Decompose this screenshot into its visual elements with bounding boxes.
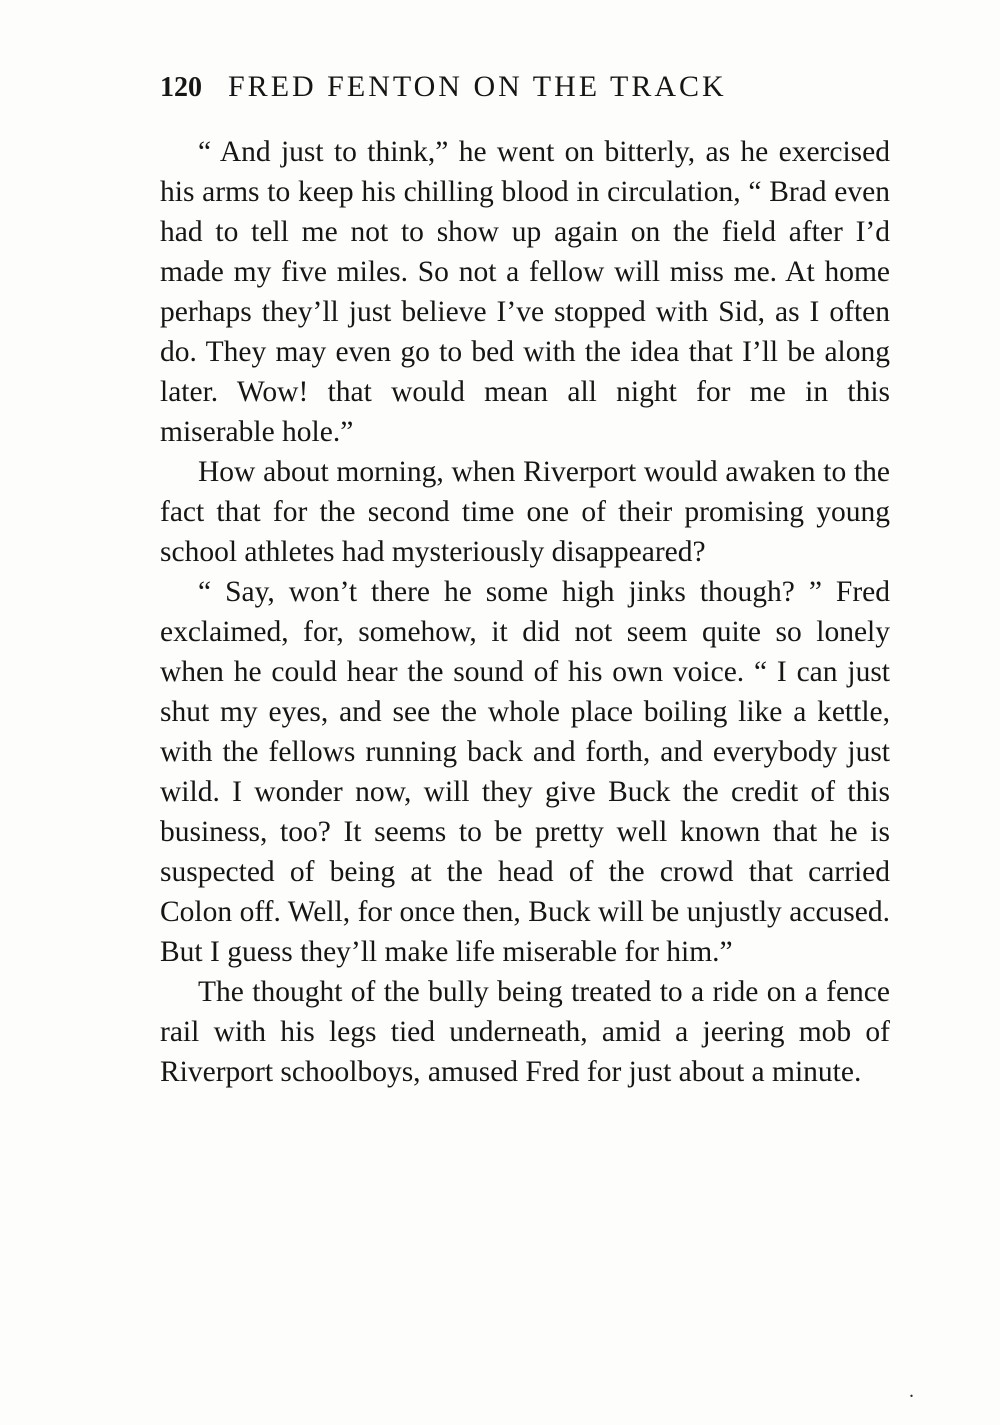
running-head-title: FRED FENTON ON THE TRACK [228, 70, 727, 103]
paragraph-4: The thought of the bully being treated to a ride on a fence rail with his legs tied underneath, amid a jeering mob of Riverport schoolboys, amused Fred for just about a minute. [160, 976, 890, 1088]
page-content [160, 70, 890, 1092]
paragraph-3: “ Say, won’t there he some high jinks though? ” Fred exclaimed, for, somehow, it did not seem quite so lonely when he could hear the sound of his own voice. “ I can just shut my eyes, and see the whole place boiling like a kettle, with the fellows running back and forth, and everybody just wild. I wonder now, will they give Buck the credit of this business, too? It seems to be pretty well known that he is suspected of being at the head of the crowd that carried Colon off. Well, for once then, Buck will be unjustly accused. But I guess they’ll make life miserable for him.” [160, 576, 890, 968]
paragraph-2: How about morning, when Riverport would awaken to the fact that for the second time one of their promising young school athletes had mysteriously disappeared? [160, 456, 890, 568]
page-number: 120 [160, 72, 202, 103]
body-text [160, 132, 890, 1092]
running-head [160, 70, 890, 104]
corner-mark: . [909, 1380, 914, 1402]
paragraph-1: “ And just to think,” he went on bitterly, as he exercised his arms to keep his chilling blood in circulation, “ Brad even had to tell me not to show up again on the field after I’d made my five miles. So not a fellow will miss me. At home perhaps they’ll just believe I’ve stopped with Sid, as I often do. They may even go to bed with the idea that I’ll be along later. Wow! that would mean all night for me in this miserable hole.” [160, 136, 890, 448]
